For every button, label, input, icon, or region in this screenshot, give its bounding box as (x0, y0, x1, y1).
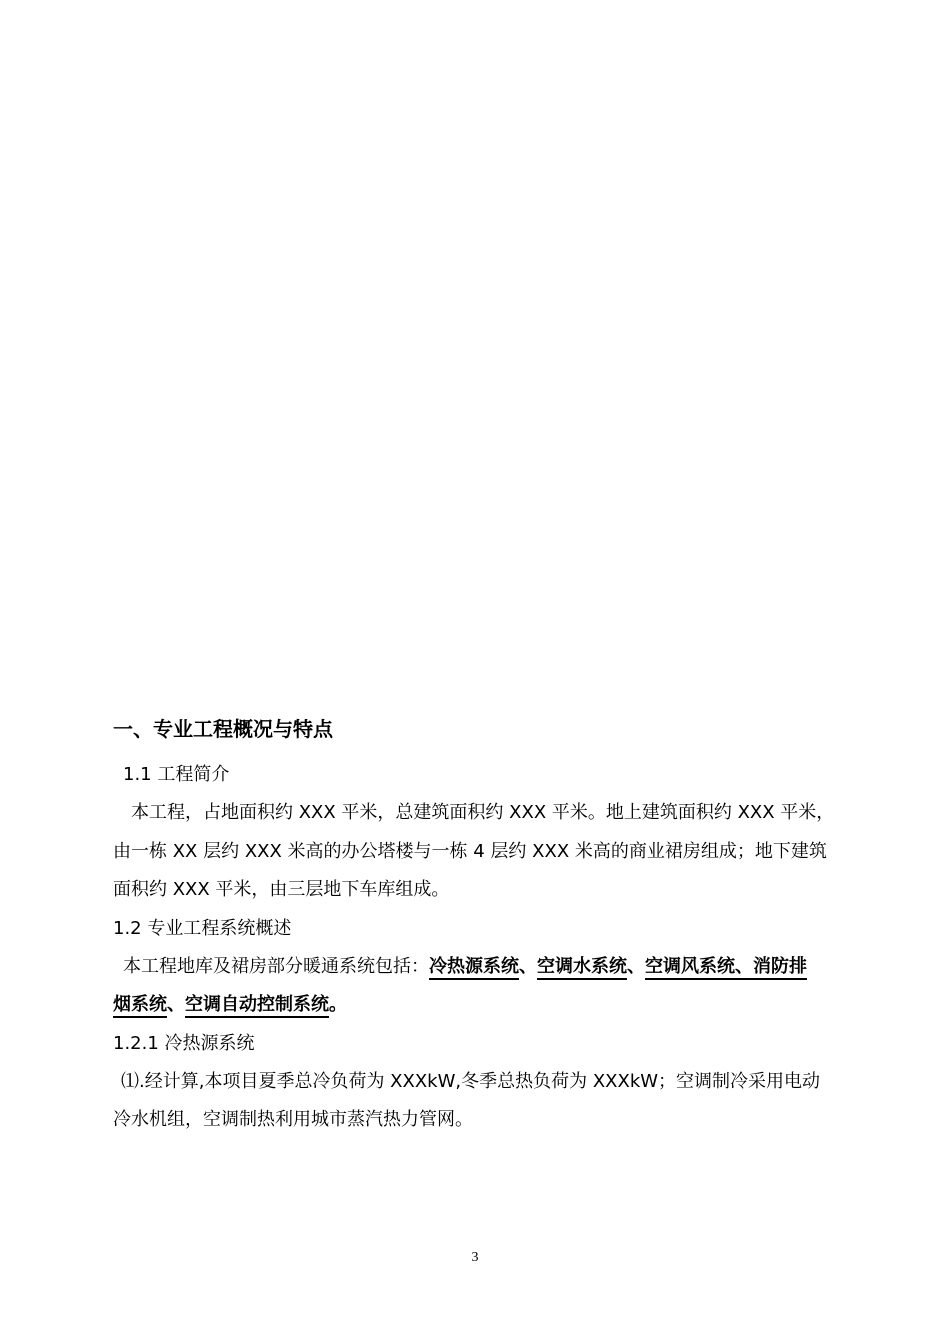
period: 。 (329, 994, 347, 1015)
paragraph-line: 冷水机组，空调制热利用城市蒸汽热力管网。 (113, 1109, 473, 1130)
separator: 、 (167, 994, 185, 1015)
system-name: 烟系统 (113, 994, 167, 1015)
paragraph-line (123, 954, 807, 980)
paragraph-line: 本工程，占地面积约 XXX 平米，总建筑面积约 XXX 平米。地上建筑面积约 XXX 平米， (131, 802, 835, 823)
section-heading: 一、专业工程概况与特点 (113, 717, 333, 741)
system-name: 空调水系统 (537, 956, 627, 977)
paragraph-line: ⑴.经计算,本项目夏季总冷负荷为 XXXkW,冬季总热负荷为 XXXkW；空调制冷采用电动 (121, 1071, 821, 1092)
paragraph-line: 面积约 XXX 平米，由三层地下车库组成。 (113, 879, 450, 900)
subsection-title-1-2-1: 1.2.1 冷热源系统 (113, 1033, 255, 1054)
system-name: 冷热源系统 (429, 956, 519, 977)
systems-intro: 本工程地库及裙房部分暖通系统包括： (123, 956, 429, 977)
paragraph-line: 由一栋 XX 层约 XXX 米高的办公塔楼与一栋 4 层约 XXX 米高的商业裙房组成；地下建筑 (113, 841, 827, 862)
paragraph-line (113, 992, 347, 1018)
separator: 、 (627, 956, 645, 977)
system-name: 空调风系统、消防排 (645, 956, 807, 977)
page-number: 3 (471, 1250, 479, 1265)
subsection-title-1-1: 1.1 工程简介 (123, 764, 230, 785)
subsection-title-1-2: 1.2 专业工程系统概述 (113, 918, 292, 939)
separator: 、 (519, 956, 537, 977)
system-name: 空调自动控制系统 (185, 994, 329, 1015)
